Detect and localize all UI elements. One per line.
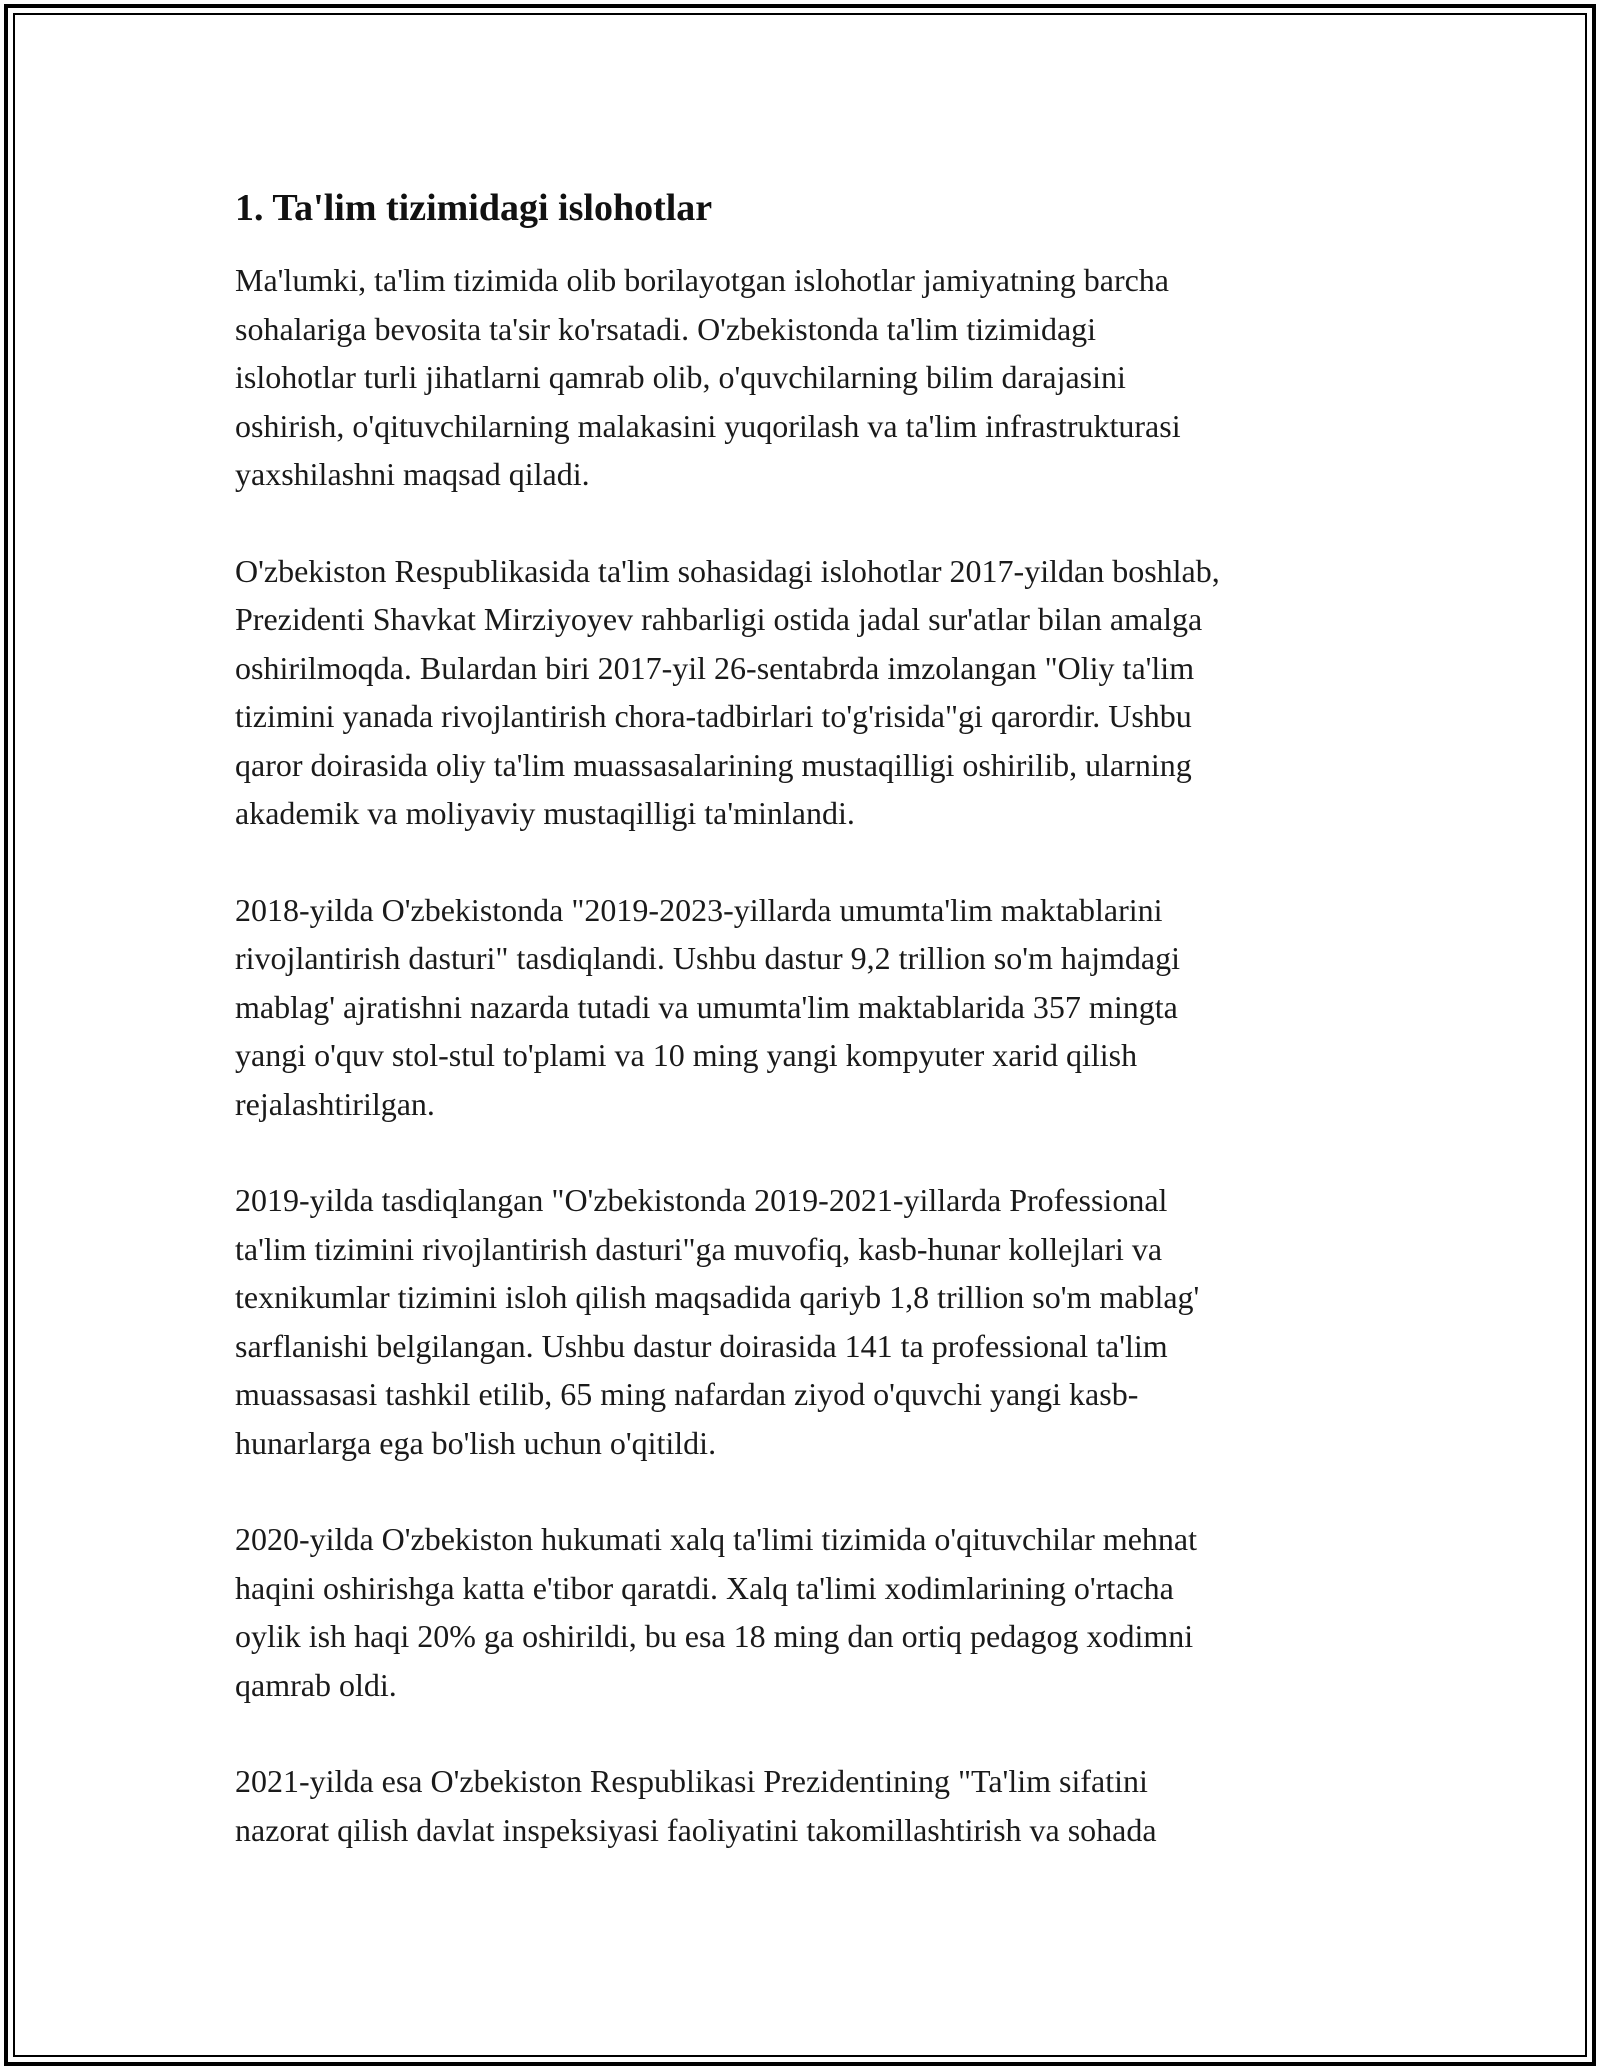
text-line: sarflanishi belgilangan. Ushbu dastur doirasida 141 ta professional ta'lim <box>235 1327 1168 1364</box>
text-line: ta'lim tizimini rivojlantirish dasturi"ga muvofiq, kasb-hunar kollejlari va <box>235 1230 1163 1267</box>
text-line: qaror doirasida oliy ta'lim muassasalarining mustaqilligi oshirilib, ularning <box>235 746 1192 783</box>
text-line: yangi o'quv stol-stul to'plami va 10 ming yangi kompyuter xarid qilish <box>235 1037 1138 1073</box>
paragraph-5 <box>235 1515 1385 1709</box>
text-line: Ma'lumki, ta'lim tizimida olib borilayotgan islohotlar jamiyatning barcha <box>235 262 1169 298</box>
paragraph-3 <box>235 886 1385 1129</box>
text-line: oshirilmoqda. Bulardan biri 2017-yil 26-sentabrda imzolangan "Oliy ta'lim <box>235 649 1195 686</box>
paragraph-2 <box>235 547 1385 838</box>
text-line: muassasasi tashkil etilib, 65 ming nafardan ziyod o'quvchi yangi kasb- <box>235 1376 1139 1412</box>
paragraph-1 <box>235 256 1385 499</box>
text-line: sohalariga bevosita ta'sir ko'rsatadi. O'zbekistonda ta'lim tizimidagi <box>235 310 1097 347</box>
text-line: rejalashtirilgan. <box>235 1085 435 1122</box>
paragraph-6 <box>235 1757 1385 1854</box>
text-line: oshirish, o'qituvchilarning malakasini yuqorilash va ta'lim infrastrukturasi <box>235 407 1181 444</box>
paragraph-4 <box>235 1176 1385 1467</box>
text-line: rivojlantirish dasturi" tasdiqlandi. Ushbu dastur 9,2 trillion so'm hajmdagi <box>235 940 1180 976</box>
text-line: akademik va moliyaviy mustaqilligi ta'minlandi. <box>235 795 855 831</box>
document-body <box>235 184 1385 1902</box>
text-line: qamrab oldi. <box>235 1666 397 1703</box>
text-line: O'zbekiston Respublikasida ta'lim sohasidagi islohotlar 2017-yildan boshlab, <box>235 552 1220 589</box>
text-line: yaxshilashni maqsad qiladi. <box>235 456 590 492</box>
text-line: hunarlarga ega bo'lish uchun o'qitildi. <box>235 1424 717 1461</box>
text-line: 2020-yilda O'zbekiston hukumati xalq ta'limi tizimida o'qituvchilar mehnat <box>235 1521 1197 1557</box>
text-line: 2018-yilda O'zbekistonda "2019-2023-yillarda umumta'lim maktablarini <box>235 891 1163 928</box>
text-line: tizimini yanada rivojlantirish chora-tadbirlari to'g'risida"gi qarordir. Ushbu <box>235 698 1192 734</box>
text-line: haqini oshirishga katta e'tibor qaratdi. Xalq ta'limi xodimlarining o'rtacha <box>235 1569 1174 1606</box>
text-line: oylik ish haqi 20% ga oshirildi, bu esa 18 ming dan ortiq pedagog xodimni <box>235 1618 1194 1654</box>
text-line: 2019-yilda tasdiqlangan "O'zbekistonda 2019-2021-yillarda Professional <box>235 1182 1168 1218</box>
section-heading: 1. Ta'lim tizimidagi islohotlar <box>235 187 713 229</box>
text-line: texnikumlar tizimini isloh qilish maqsadida qariyb 1,8 trillion so'm mablag' <box>235 1279 1200 1315</box>
text-line: nazorat qilish davlat inspeksiyasi faoliyatini takomillashtirish va sohada <box>235 1811 1157 1848</box>
text-line: 2021-yilda esa O'zbekiston Respublikasi Prezidentining "Ta'lim sifatini <box>235 1763 1148 1799</box>
text-line: islohotlar turli jihatlarni qamrab olib, o'quvchilarning bilim darajasini <box>235 359 1126 395</box>
text-line: mablag' ajratishni nazarda tutadi va umumta'lim maktablarida 357 mingta <box>235 988 1178 1025</box>
text-line: Prezidenti Shavkat Mirziyoyev rahbarligi ostida jadal sur'atlar bilan amalga <box>235 601 1203 637</box>
